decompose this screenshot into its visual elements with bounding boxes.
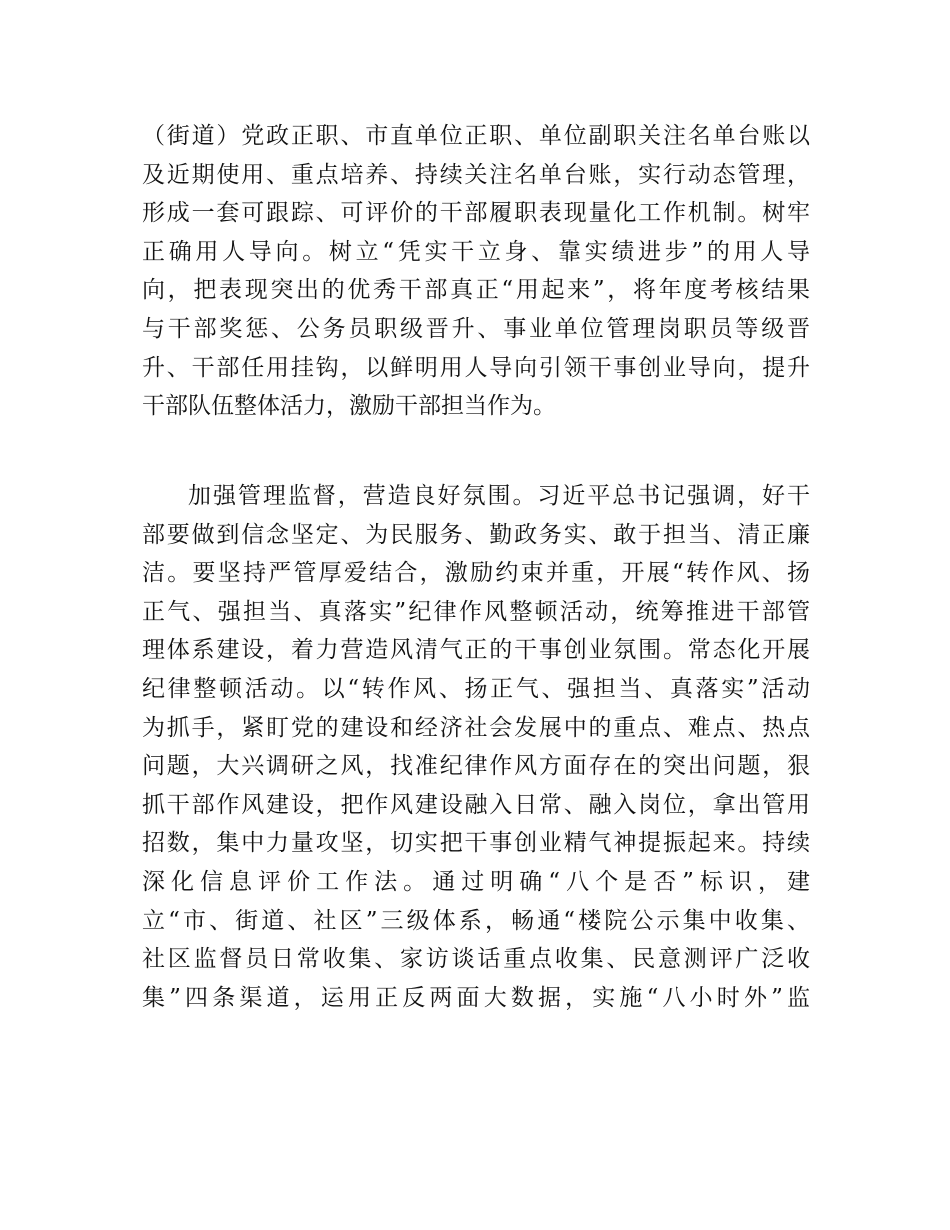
text-line: 理体系建设，着力营造风清气正的干事创业氛围。常态化开展 (142, 637, 810, 664)
text-line: 干部队伍整体活力，激励干部担当作为。 (142, 393, 556, 420)
text-line: 纪律整顿活动。以“转作风、扬正气、强担当、真落实”活动 (142, 675, 810, 702)
text-line: 及近期使用、重点培养、持续关注名单台账，实行动态管理， (142, 161, 810, 188)
text-line: 为抓手，紧盯党的建设和经济社会发展中的重点、难点、热点 (142, 714, 810, 741)
text-line: 立“市、街道、社区”三级体系，畅通“楼院公示集中收集、 (142, 907, 810, 934)
text-line: 加强管理监督，营造良好氛围。习近平总书记强调，好干 (188, 483, 810, 509)
text-line: 洁。要坚持严管厚爱结合，激励约束并重，开展“转作风、扬 (142, 560, 810, 587)
text-line: 向，把表现突出的优秀干部真正“用起来”，将年度考核结果 (142, 277, 810, 304)
paragraph-1 (142, 117, 810, 426)
text-line: 集”四条渠道，运用正反两面大数据，实施“八小时外”监 (142, 984, 810, 1011)
text-line: 升、干部任用挂钩，以鲜明用人导向引领干事创业导向，提升 (142, 354, 810, 381)
text-line: 形成一套可跟踪、可评价的干部履职表现量化工作机制。树牢 (142, 200, 810, 227)
text-line: 部要做到信念坚定、为民服务、勤政务实、敢于担当、清正廉 (142, 521, 810, 548)
text-line: 抓干部作风建设，把作风建设融入日常、融入岗位，拿出管用 (142, 791, 810, 818)
text-line: 正气、强担当、真落实”纪律作风整顿活动，统筹推进干部管 (142, 598, 810, 625)
text-line: 社区监督员日常收集、家访谈话重点收集、民意测评广泛收 (142, 946, 810, 973)
text-line: 招数，集中力量攻坚，切实把干事创业精气神提振起来。持续 (142, 830, 810, 857)
text-line: 问题，大兴调研之风，找准纪律作风方面存在的突出问题，狠 (142, 753, 810, 780)
text-line: 与干部奖惩、公务员职级晋升、事业单位管理岗职员等级晋 (142, 315, 810, 342)
text-line: 正确用人导向。树立“凭实干立身、靠实绩进步”的用人导 (142, 238, 810, 265)
paragraph-2 (142, 477, 810, 1017)
text-line: （街道）党政正职、市直单位正职、单位副职关注名单台账以 (142, 123, 810, 149)
text-line: 深化信息评价工作法。通过明确“八个是否”标识，建 (142, 868, 810, 895)
